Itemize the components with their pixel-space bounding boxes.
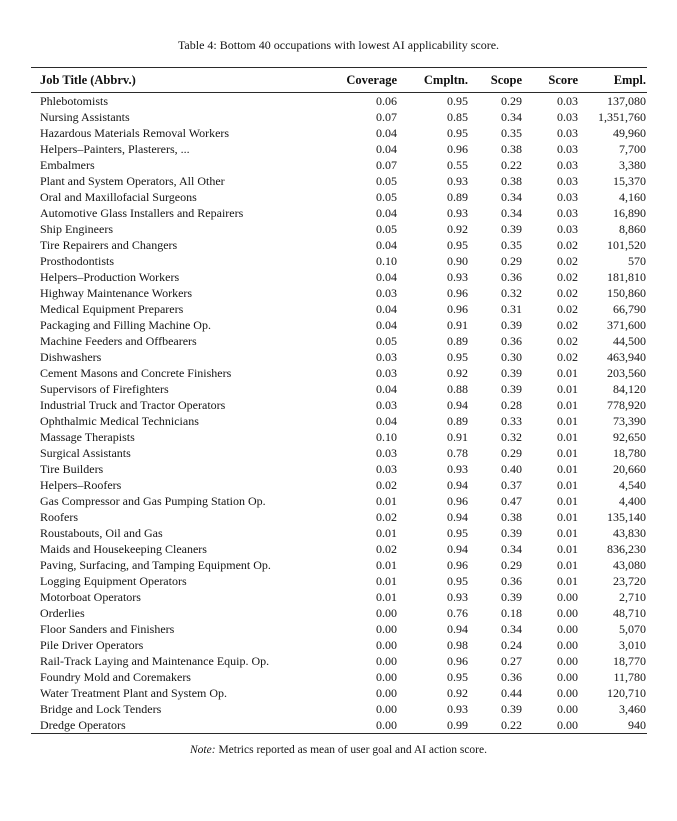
cmpltn-cell: 0.93 [447, 206, 468, 220]
coverage-cell: 0.03 [376, 398, 397, 412]
table-row [31, 701, 647, 717]
table-row [31, 333, 647, 349]
empl-cell: 371,600 [607, 318, 646, 332]
cmpltn-cell: 0.95 [447, 526, 468, 540]
scope-cell: 0.39 [501, 590, 522, 604]
coverage-cell: 0.03 [376, 350, 397, 364]
empl-cell: 836,230 [607, 542, 646, 556]
table-body [31, 93, 647, 734]
job-title-cell: Machine Feeders and Offbearers [40, 334, 197, 348]
empl-cell: 66,790 [613, 302, 646, 316]
score-cell: 0.01 [557, 430, 578, 444]
cmpltn-cell: 0.92 [447, 222, 468, 236]
empl-cell: 18,780 [613, 446, 646, 460]
table-row [31, 205, 647, 221]
note-text: Metrics reported as mean of user goal and AI action score. [218, 744, 487, 756]
cmpltn-cell: 0.93 [447, 462, 468, 476]
job-title-cell: Automotive Glass Installers and Repairers [40, 206, 244, 220]
cmpltn-cell: 0.96 [447, 558, 468, 572]
score-cell: 0.03 [557, 142, 578, 156]
job-title-cell: Plant and System Operators, All Other [40, 174, 225, 188]
job-title-cell: Massage Therapists [40, 430, 135, 444]
table-row [31, 573, 647, 589]
empl-cell: 84,120 [613, 382, 646, 396]
score-cell: 0.00 [557, 686, 578, 700]
table-row [31, 653, 647, 669]
coverage-cell: 0.01 [376, 494, 397, 508]
job-title-cell: Nursing Assistants [40, 110, 130, 124]
scope-cell: 0.39 [501, 318, 522, 332]
empl-cell: 49,960 [613, 126, 646, 140]
empl-cell: 570 [628, 254, 646, 268]
cmpltn-cell: 0.95 [447, 238, 468, 252]
score-cell: 0.03 [557, 174, 578, 188]
score-cell: 0.02 [557, 318, 578, 332]
job-title-cell: Paving, Surfacing, and Tamping Equipment Op. [40, 558, 271, 572]
coverage-cell: 0.03 [376, 286, 397, 300]
empl-cell: 203,560 [607, 366, 646, 380]
scope-cell: 0.35 [501, 126, 522, 140]
cmpltn-cell: 0.88 [447, 382, 468, 396]
table-row [31, 685, 647, 701]
score-cell: 0.00 [557, 654, 578, 668]
coverage-cell: 0.04 [376, 318, 397, 332]
job-title-cell: Medical Equipment Preparers [40, 302, 184, 316]
job-title-cell: Helpers–Painters, Plasterers, ... [40, 142, 190, 156]
cmpltn-cell: 0.99 [447, 718, 468, 732]
score-cell: 0.00 [557, 718, 578, 732]
table-row [31, 621, 647, 637]
cmpltn-cell: 0.95 [447, 670, 468, 684]
empl-cell: 150,860 [607, 286, 646, 300]
table-row [31, 541, 647, 557]
score-cell: 0.01 [557, 382, 578, 396]
coverage-cell: 0.00 [376, 686, 397, 700]
job-title-cell: Motorboat Operators [40, 590, 141, 604]
header-row [31, 68, 647, 93]
job-title-cell: Oral and Maxillofacial Surgeons [40, 190, 197, 204]
table-row [31, 461, 647, 477]
score-cell: 0.01 [557, 494, 578, 508]
score-cell: 0.01 [557, 510, 578, 524]
cmpltn-cell: 0.95 [447, 126, 468, 140]
score-cell: 0.01 [557, 398, 578, 412]
empl-cell: 101,520 [607, 238, 646, 252]
scope-cell: 0.40 [501, 462, 522, 476]
col-header-scope: Scope [469, 68, 523, 93]
score-cell: 0.03 [557, 190, 578, 204]
job-title-cell: Foundry Mold and Coremakers [40, 670, 191, 684]
cmpltn-cell: 0.91 [447, 430, 468, 444]
scope-cell: 0.30 [501, 350, 522, 364]
empl-cell: 463,940 [607, 350, 646, 364]
job-title-cell: Industrial Truck and Tractor Operators [40, 398, 226, 412]
cmpltn-cell: 0.95 [447, 574, 468, 588]
table-row [31, 109, 647, 125]
table-row [31, 301, 647, 317]
empl-cell: 20,660 [613, 462, 646, 476]
job-title-cell: Prosthodontists [40, 254, 115, 268]
cmpltn-cell: 0.95 [447, 94, 468, 108]
scope-cell: 0.31 [501, 302, 522, 316]
cmpltn-cell: 0.96 [447, 494, 468, 508]
table-row [31, 525, 647, 541]
score-cell: 0.00 [557, 606, 578, 620]
coverage-cell: 0.03 [376, 446, 397, 460]
job-title-cell: Helpers–Roofers [40, 478, 122, 492]
coverage-cell: 0.05 [376, 190, 397, 204]
empl-cell: 44,500 [613, 334, 646, 348]
coverage-cell: 0.01 [376, 574, 397, 588]
table-row [31, 493, 647, 509]
coverage-cell: 0.05 [376, 334, 397, 348]
job-title-cell: Gas Compressor and Gas Pumping Station Op. [40, 494, 266, 508]
table-row [31, 509, 647, 525]
cmpltn-cell: 0.94 [447, 510, 468, 524]
job-title-cell: Surgical Assistants [40, 446, 131, 460]
table-row [31, 269, 647, 285]
table-header [31, 68, 647, 93]
coverage-cell: 0.05 [376, 222, 397, 236]
scope-cell: 0.39 [501, 702, 522, 716]
table-row [31, 221, 647, 237]
table-row [31, 669, 647, 685]
coverage-cell: 0.10 [376, 430, 397, 444]
table-row [31, 445, 647, 461]
score-cell: 0.01 [557, 526, 578, 540]
coverage-cell: 0.04 [376, 126, 397, 140]
coverage-cell: 0.04 [376, 206, 397, 220]
score-cell: 0.03 [557, 110, 578, 124]
scope-cell: 0.36 [501, 574, 522, 588]
score-cell: 0.02 [557, 238, 578, 252]
table-row [31, 429, 647, 445]
scope-cell: 0.37 [501, 478, 522, 492]
table-caption: Table 4: Bottom 40 occupations with lowest AI applicability score. [177, 38, 500, 52]
job-title-cell: Hazardous Materials Removal Workers [40, 126, 230, 140]
empl-cell: 4,540 [619, 478, 646, 492]
cmpltn-cell: 0.89 [447, 414, 468, 428]
coverage-cell: 0.00 [376, 606, 397, 620]
job-title-cell: Tire Repairers and Changers [40, 238, 178, 252]
scope-cell: 0.39 [501, 382, 522, 396]
score-cell: 0.01 [557, 414, 578, 428]
coverage-cell: 0.04 [376, 382, 397, 396]
score-cell: 0.02 [557, 350, 578, 364]
empl-cell: 4,160 [619, 190, 646, 204]
coverage-cell: 0.04 [376, 270, 397, 284]
coverage-cell: 0.07 [376, 110, 397, 124]
job-title-cell: Supervisors of Firefighters [40, 382, 169, 396]
job-title-cell: Orderlies [40, 606, 85, 620]
score-cell: 0.03 [557, 206, 578, 220]
job-title-cell: Bridge and Lock Tenders [40, 702, 162, 716]
table-row [31, 349, 647, 365]
table-row [31, 93, 647, 110]
coverage-cell: 0.00 [376, 718, 397, 732]
empl-cell: 3,010 [619, 638, 646, 652]
job-title-cell: Logging Equipment Operators [40, 574, 187, 588]
empl-cell: 137,080 [607, 94, 646, 108]
cmpltn-cell: 0.94 [447, 622, 468, 636]
scope-cell: 0.22 [501, 158, 522, 172]
score-cell: 0.00 [557, 702, 578, 716]
empl-cell: 181,810 [607, 270, 646, 284]
scope-cell: 0.39 [501, 222, 522, 236]
job-title-cell: Dredge Operators [40, 718, 126, 732]
coverage-cell: 0.01 [376, 590, 397, 604]
coverage-cell: 0.03 [376, 462, 397, 476]
col-header-score: Score [523, 68, 579, 93]
coverage-cell: 0.05 [376, 174, 397, 188]
empl-cell: 135,140 [607, 510, 646, 524]
cmpltn-cell: 0.96 [447, 654, 468, 668]
occupations-table [31, 67, 647, 734]
coverage-cell: 0.07 [376, 158, 397, 172]
empl-cell: 120,710 [607, 686, 646, 700]
coverage-cell: 0.04 [376, 238, 397, 252]
score-cell: 0.03 [557, 126, 578, 140]
scope-cell: 0.38 [501, 510, 522, 524]
score-cell: 0.00 [557, 670, 578, 684]
score-cell: 0.02 [557, 302, 578, 316]
cmpltn-cell: 0.55 [447, 158, 468, 172]
cmpltn-cell: 0.93 [447, 270, 468, 284]
table-note [0, 743, 677, 757]
job-title-cell: Ophthalmic Medical Technicians [40, 414, 199, 428]
score-cell: 0.01 [557, 446, 578, 460]
empl-cell: 15,370 [613, 174, 646, 188]
table-row [31, 173, 647, 189]
scope-cell: 0.36 [501, 670, 522, 684]
cmpltn-cell: 0.98 [447, 638, 468, 652]
cmpltn-cell: 0.78 [447, 446, 468, 460]
scope-cell: 0.44 [501, 686, 522, 700]
scope-cell: 0.34 [501, 622, 522, 636]
scope-cell: 0.29 [501, 254, 522, 268]
cmpltn-cell: 0.94 [447, 398, 468, 412]
scope-cell: 0.36 [501, 334, 522, 348]
cmpltn-cell: 0.93 [447, 702, 468, 716]
empl-cell: 3,380 [619, 158, 646, 172]
empl-cell: 11,780 [613, 670, 646, 684]
scope-cell: 0.32 [501, 430, 522, 444]
empl-cell: 43,830 [613, 526, 646, 540]
table-row [31, 605, 647, 621]
scope-cell: 0.22 [501, 718, 522, 732]
empl-cell: 48,710 [613, 606, 646, 620]
job-title-cell: Pile Driver Operators [40, 638, 144, 652]
cmpltn-cell: 0.96 [447, 302, 468, 316]
scope-cell: 0.39 [501, 526, 522, 540]
coverage-cell: 0.02 [376, 478, 397, 492]
col-header-job-title: Job Title (Abbrv.) [31, 68, 311, 93]
scope-cell: 0.34 [501, 110, 522, 124]
cmpltn-cell: 0.95 [447, 350, 468, 364]
job-title-cell: Cement Masons and Concrete Finishers [40, 366, 232, 380]
table-row [31, 477, 647, 493]
coverage-cell: 0.00 [376, 670, 397, 684]
table-row [31, 381, 647, 397]
scope-cell: 0.39 [501, 366, 522, 380]
cmpltn-cell: 0.91 [447, 318, 468, 332]
score-cell: 0.01 [557, 542, 578, 556]
table-row [31, 125, 647, 141]
coverage-cell: 0.04 [376, 302, 397, 316]
scope-cell: 0.38 [501, 142, 522, 156]
scope-cell: 0.34 [501, 190, 522, 204]
empl-cell: 43,080 [613, 558, 646, 572]
coverage-cell: 0.10 [376, 254, 397, 268]
job-title-cell: Rail-Track Laying and Maintenance Equip. Op. [40, 654, 270, 668]
coverage-cell: 0.06 [376, 94, 397, 108]
job-title-cell: Highway Maintenance Workers [40, 286, 193, 300]
job-title-cell: Ship Engineers [40, 222, 113, 236]
score-cell: 0.02 [557, 254, 578, 268]
empl-cell: 16,890 [613, 206, 646, 220]
score-cell: 0.02 [557, 270, 578, 284]
empl-cell: 5,070 [619, 622, 646, 636]
table-row [31, 589, 647, 605]
job-title-cell: Roofers [40, 510, 78, 524]
coverage-cell: 0.04 [376, 142, 397, 156]
cmpltn-cell: 0.96 [447, 286, 468, 300]
empl-cell: 18,770 [613, 654, 646, 668]
table-row [31, 413, 647, 429]
table-row [31, 285, 647, 301]
col-header-cmpltn: Cmpltn. [398, 68, 469, 93]
job-title-cell: Water Treatment Plant and System Op. [40, 686, 228, 700]
coverage-cell: 0.00 [376, 622, 397, 636]
job-title-cell: Phlebotomists [40, 94, 109, 108]
cmpltn-cell: 0.89 [447, 190, 468, 204]
score-cell: 0.00 [557, 590, 578, 604]
score-cell: 0.01 [557, 366, 578, 380]
coverage-cell: 0.01 [376, 558, 397, 572]
scope-cell: 0.29 [501, 94, 522, 108]
job-title-cell: Tire Builders [40, 462, 104, 476]
coverage-cell: 0.03 [376, 366, 397, 380]
cmpltn-cell: 0.76 [447, 606, 468, 620]
cmpltn-cell: 0.92 [447, 366, 468, 380]
score-cell: 0.01 [557, 478, 578, 492]
empl-cell: 4,400 [619, 494, 646, 508]
cmpltn-cell: 0.90 [447, 254, 468, 268]
job-title-cell: Roustabouts, Oil and Gas [40, 526, 163, 540]
cmpltn-cell: 0.94 [447, 478, 468, 492]
table-row [31, 157, 647, 173]
scope-cell: 0.38 [501, 174, 522, 188]
cmpltn-cell: 0.93 [447, 174, 468, 188]
cmpltn-cell: 0.96 [447, 142, 468, 156]
table-row [31, 365, 647, 381]
coverage-cell: 0.02 [376, 542, 397, 556]
table-row [31, 557, 647, 573]
col-header-coverage: Coverage [311, 68, 398, 93]
cmpltn-cell: 0.94 [447, 542, 468, 556]
table-row [31, 237, 647, 253]
empl-cell: 778,920 [607, 398, 646, 412]
scope-cell: 0.18 [501, 606, 522, 620]
job-title-cell: Packaging and Filling Machine Op. [40, 318, 211, 332]
coverage-cell: 0.01 [376, 526, 397, 540]
coverage-cell: 0.00 [376, 654, 397, 668]
table-row [31, 717, 647, 734]
scope-cell: 0.34 [501, 542, 522, 556]
table-row [31, 141, 647, 157]
empl-cell: 3,460 [619, 702, 646, 716]
scope-cell: 0.28 [501, 398, 522, 412]
job-title-cell: Helpers–Production Workers [40, 270, 180, 284]
empl-cell: 1,351,760 [598, 110, 646, 124]
score-cell: 0.00 [557, 638, 578, 652]
table-row [31, 317, 647, 333]
scope-cell: 0.32 [501, 286, 522, 300]
job-title-cell: Dishwashers [40, 350, 102, 364]
cmpltn-cell: 0.93 [447, 590, 468, 604]
scope-cell: 0.29 [501, 558, 522, 572]
score-cell: 0.01 [557, 462, 578, 476]
score-cell: 0.02 [557, 286, 578, 300]
scope-cell: 0.29 [501, 446, 522, 460]
scope-cell: 0.27 [501, 654, 522, 668]
score-cell: 0.03 [557, 158, 578, 172]
table-row [31, 637, 647, 653]
empl-cell: 2,710 [619, 590, 646, 604]
coverage-cell: 0.00 [376, 702, 397, 716]
note-label: Note: [190, 744, 216, 756]
table-row [31, 253, 647, 269]
coverage-cell: 0.02 [376, 510, 397, 524]
coverage-cell: 0.00 [376, 638, 397, 652]
table-row [31, 397, 647, 413]
job-title-cell: Maids and Housekeeping Cleaners [40, 542, 207, 556]
scope-cell: 0.24 [501, 638, 522, 652]
scope-cell: 0.36 [501, 270, 522, 284]
scope-cell: 0.35 [501, 238, 522, 252]
coverage-cell: 0.04 [376, 414, 397, 428]
scope-cell: 0.47 [501, 494, 522, 508]
score-cell: 0.01 [557, 574, 578, 588]
job-title-cell: Floor Sanders and Finishers [40, 622, 175, 636]
cmpltn-cell: 0.89 [447, 334, 468, 348]
scope-cell: 0.33 [501, 414, 522, 428]
empl-cell: 7,700 [619, 142, 646, 156]
score-cell: 0.03 [557, 94, 578, 108]
empl-cell: 23,720 [613, 574, 646, 588]
score-cell: 0.01 [557, 558, 578, 572]
empl-cell: 73,390 [613, 414, 646, 428]
empl-cell: 92,650 [613, 430, 646, 444]
empl-cell: 8,860 [619, 222, 646, 236]
cmpltn-cell: 0.85 [447, 110, 468, 124]
table-row [31, 189, 647, 205]
score-cell: 0.02 [557, 334, 578, 348]
cmpltn-cell: 0.92 [447, 686, 468, 700]
score-cell: 0.00 [557, 622, 578, 636]
job-title-cell: Embalmers [40, 158, 95, 172]
empl-cell: 940 [628, 718, 646, 732]
col-header-empl: Empl. [579, 68, 647, 93]
score-cell: 0.03 [557, 222, 578, 236]
scope-cell: 0.34 [501, 206, 522, 220]
